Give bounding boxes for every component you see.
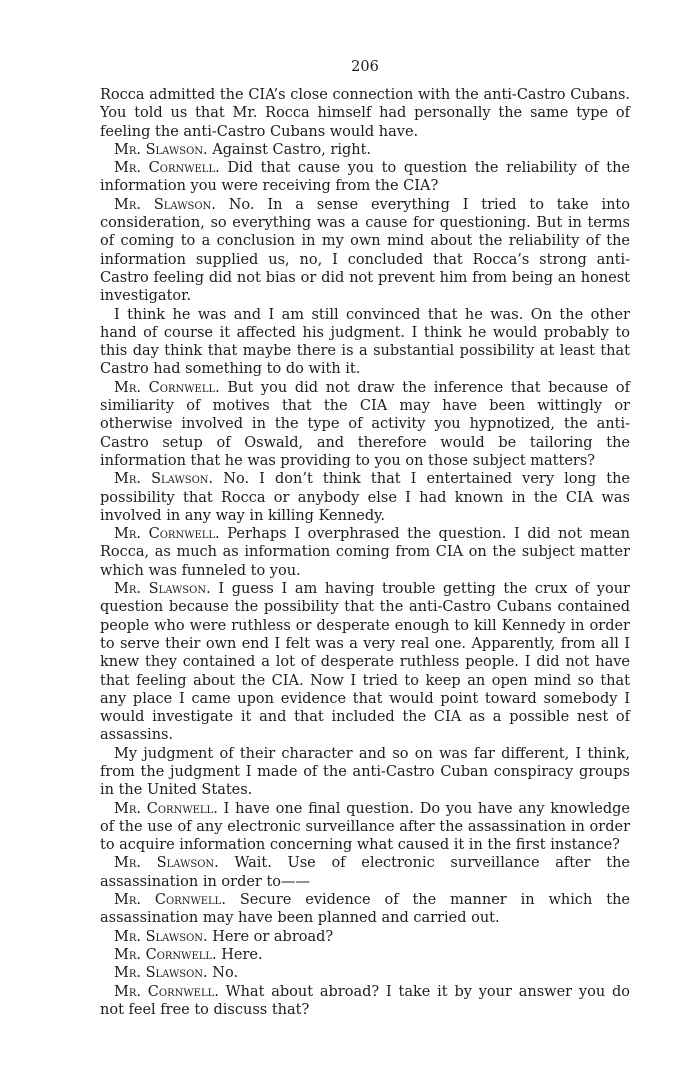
speaker-name: Mr. Cornwell.: [114, 983, 219, 1000]
transcript-paragraph: [100, 86, 630, 141]
transcript-paragraph: [100, 470, 630, 525]
transcript-body: [100, 86, 630, 1019]
transcript-paragraph: [100, 306, 630, 379]
speaker-name: Mr. Cornwell.: [114, 800, 218, 817]
paragraph-text: Rocca admitted the CIA’s close connection with the anti-Castro Cubans. You told us that Mr. Rocca himself had personally the same type of feeling the anti-Castro Cubans would have.: [100, 87, 630, 140]
speaker-name: Mr. Cornwell.: [114, 379, 220, 396]
transcript-paragraph: [100, 928, 630, 946]
paragraph-text: No.: [207, 965, 239, 982]
paragraph-text: I have one final question. Do you have any knowledge of the use of any electronic surveillance after the assassination in order to acquire information concerning what caused it in the first instance?: [100, 800, 630, 854]
paragraph-text: I guess I am having trouble getting the crux of your question because the possibility that the anti-Castro Cubans contained people who were ruthless or desperate enough to kill Kennedy in order to serve their own end I felt was a very real one. Apparently, from all I knew they contained a lot of desperate ruthless people. I did not have that feeling about the CIA. Now I tried to keep an open mind so that any place I came upon evidence that would point toward somebody I would investigate it and that included the CIA as a possible nest of assassins.: [100, 581, 630, 744]
paragraph-text: Secure evidence of the manner in which the assassination may have been planned and carried out.: [100, 892, 630, 927]
transcript-paragraph: [100, 159, 630, 196]
paragraph-text: What about abroad? I take it by your answer you do not feel free to discuss that?: [100, 983, 631, 1018]
paragraph-text: Perhaps I overphrased the question. I did not mean Rocca, as much as information coming from CIA on the subject matter which was funneled to you.: [100, 526, 631, 579]
speaker-name: Mr. Cornwell.: [114, 526, 220, 543]
transcript-paragraph: [100, 745, 630, 800]
speaker-name: Mr. Slawson.: [114, 471, 214, 488]
paragraph-text: Here.: [216, 946, 263, 963]
paragraph-text: My judgment of their character and so on was far different, I think, from the judgment I made of the anti-Castro Cuban conspiracy groups in the United States.: [100, 745, 630, 799]
speaker-name: Mr. Slawson.: [114, 965, 208, 982]
speaker-name: Mr. Cornwell.: [114, 160, 220, 177]
paragraph-text: No. I don’t think that I entertained very long the possibility that Rocca or anybody else I had known in the CIA was involved in any way in killing Kennedy.: [100, 471, 630, 524]
paragraph-text: Did that cause you to question the reliability of the information you were receiving from the CIA?: [100, 160, 630, 195]
transcript-paragraph: [100, 580, 630, 745]
speaker-name: Mr. Slawson.: [114, 196, 216, 213]
speaker-name: Mr. Slawson.: [114, 928, 208, 945]
transcript-paragraph: [100, 525, 630, 580]
page-number: 206: [351, 59, 379, 75]
paragraph-text: No. In a sense everything I tried to take into consideration, so everything was a cause for questioning. But in terms of coming to a conclusion in my own mind about the reliability of the information supplied us, no, I concluded that Rocca’s strong anti-Castro feeling did not bias or did not prevent him from being an honest investigator.: [100, 196, 630, 305]
speaker-name: Mr. Cornwell.: [114, 892, 226, 909]
document-page: [100, 0, 630, 1081]
transcript-paragraph: [100, 854, 630, 891]
transcript-paragraph: [100, 946, 630, 964]
transcript-paragraph: [100, 379, 630, 470]
transcript-paragraph: [100, 983, 630, 1020]
paragraph-text: But you did not draw the inference that because of similiarity of motives that the CIA may have been wittingly or otherwise involved in the type of activity you hypnotized, the anti-Castro setup of Oswald, and therefore would be tailoring the information that he was providing to you on those subject matters?: [100, 379, 630, 469]
transcript-paragraph: [100, 891, 630, 928]
transcript-paragraph: [100, 964, 630, 982]
paragraph-text: Here or abroad?: [207, 928, 334, 945]
paragraph-text: I think he was and I am still convinced that he was. On the other hand of course it affected his judgment. I think he would probably to this day think that maybe there is a substantial possibility at least that Castro had something to do with it.: [100, 306, 630, 378]
transcript-paragraph: [100, 141, 630, 159]
paragraph-text: Wait. Use of electronic surveillance after the assassination in order to——: [100, 855, 631, 890]
paragraph-text: Against Castro, right.: [207, 141, 372, 158]
speaker-name: Mr. Slawson.: [114, 141, 208, 158]
speaker-name: Mr. Slawson.: [114, 581, 211, 598]
transcript-paragraph: [100, 800, 630, 855]
speaker-name: Mr. Slawson.: [114, 855, 219, 872]
transcript-paragraph: [100, 196, 630, 306]
speaker-name: Mr. Cornwell.: [114, 946, 217, 963]
